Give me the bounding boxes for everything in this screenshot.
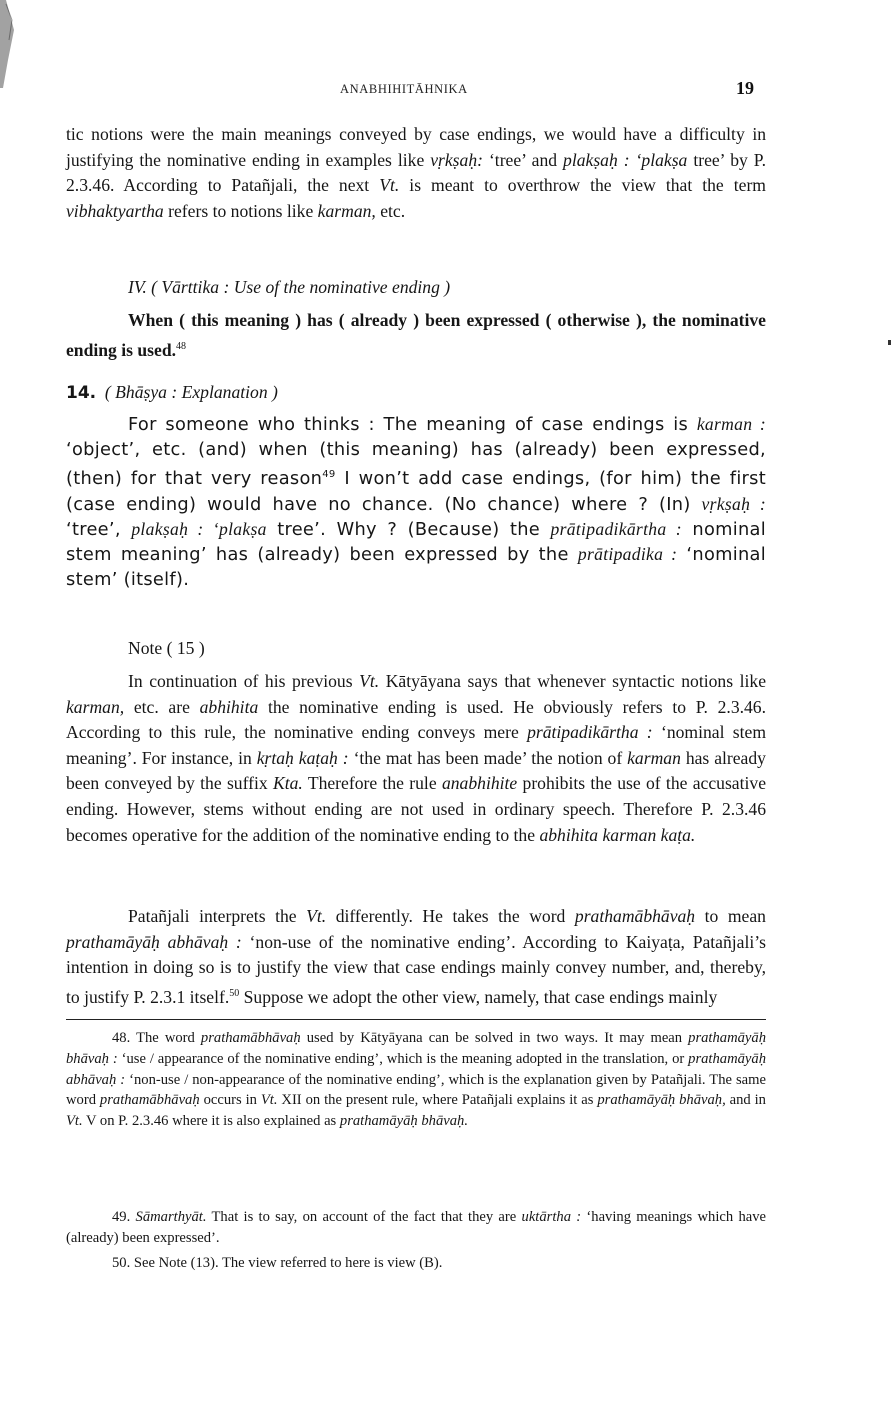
varttika-heading: IV. ( Vārttika : Use of the nominative ending ): [128, 277, 451, 297]
running-head: ANABHIHITĀHNIKA: [340, 82, 468, 96]
footnote-49: 49. Sāmarthyāt. That is to say, on account of the fact that they are uktārtha : ‘having meanings which have (already) been expressed’.: [66, 1209, 766, 1246]
footnote-48: 48. The word prathamābhāvaḥ used by Kātyāyana can be solved in two ways. It may mean prathamāyāḥ bhāvaḥ : ‘use / appearance of the nominative ending’, which is the meaning adopted in the translation, or prathamāyāḥ abhāvaḥ : ‘non-use / non-appearance of the nominative ending’, which is the explanation given by Patañjali. The same word prathamābhāvaḥ occurs in Vt. XII on the present rule, where Patañjali explains it as prathamāyāḥ bhāvaḥ, and in Vt. V on P. 2.3.46 where it is also explained as prathamāyāḥ bhāvaḥ.: [66, 1030, 766, 1130]
section-number: 14.: [66, 383, 97, 403]
bhasya-text: For someone who thinks : The meaning of case endings is karman : ‘object’, etc. (and) when (this meaning) has (already) been expressed, (then) for that very reason$^{49}$ I won’t add case endings, (for him) the first (case ending) would have no chance. (No chance) where ? (In) vṛkṣaḥ : ‘tree’, plakṣaḥ : ‘plakṣa tree’. Why ? (Because) the prātipadikārtha : nominal stem meaning’ has (already) been expressed by the prātipadika : ‘nominal stem’ (itself).: [66, 414, 767, 591]
scan-edge-smudge-right: [888, 338, 892, 348]
footnote-ref-50: 50: [229, 987, 240, 999]
varttika-text: When ( this meaning ) has ( already ) been expressed ( otherwise ), the nominative ending is used.$^{48}$: [66, 310, 766, 360]
footnote-ref-48: 48: [176, 340, 187, 352]
paragraph-patanjali: Patañjali interprets the Vt. differently. He takes the word prathamābhāvaḥ to mean prathamāyāḥ abhāvaḥ : ‘non-use of the nominative ending’. According to Kaiyaṭa, Patañjali’s intention in doing so is to justify the view that case endings mainly convey number, and, thereby, to justify P. 2.3.1 itself.$^{50}$ Suppose we adopt the other view, namely, that case endings mainly: [66, 906, 766, 1007]
footnote-divider: [66, 1019, 766, 1020]
bhasya-heading: [66, 380, 766, 407]
footnote-50: 50. See Note (13). The view referred to here is view (B).: [112, 1255, 443, 1271]
bhasya-title: ( Bhāṣya : Explanation ): [104, 382, 278, 402]
paragraph-intro: tic notions were the main meanings conveyed by case endings, we would have a difficulty in justifying the nominative ending in examples like vṛkṣaḥ: ‘tree’ and plakṣaḥ : ‘plakṣa tree’ by P. 2.3.46. According to Patañjali, the next Vt. is meant to overthrow the view that the term vibhaktyartha refers to notions like karman, etc.: [66, 124, 766, 221]
page-header: [0, 78, 894, 100]
footnote-ref-49: 49: [322, 469, 336, 481]
note-15-label: Note ( 15 ): [128, 638, 205, 658]
page-number: 19: [736, 78, 754, 98]
paragraph-note-15: In continuation of his previous Vt. Kātyāyana says that whenever syntactic notions like karman, etc. are abhihita the nominative ending is used. He obviously refers to P. 2.3.46. According to this rule, the nominative ending conveys mere prātipadikārtha : ‘nominal stem meaning’. For instance, in kṛtaḥ kaṭaḥ : ‘the mat has been made’ the notion of karman has already been conveyed by the suffix Kta. Therefore the rule anabhihite prohibits the use of the accusative ending. However, stems without ending are not used in ordinary speech. Therefore P. 2.3.46 becomes operative for the addition of the nominative ending to the abhihita karman kaṭa.: [66, 671, 767, 845]
scan-edge-smudge-top-left: [0, 0, 26, 90]
